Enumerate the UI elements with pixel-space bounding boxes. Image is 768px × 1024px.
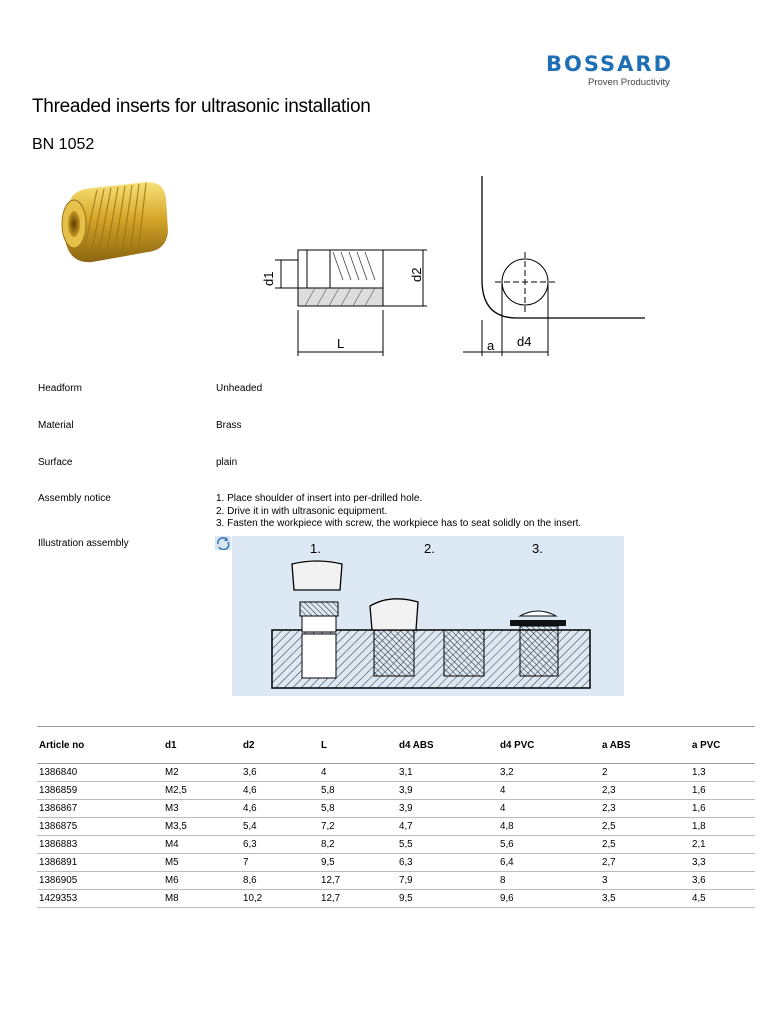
property-label: Material	[38, 420, 74, 431]
header-d4-abs: d4 ABS	[397, 727, 498, 764]
property-value: plain	[216, 457, 238, 468]
label-a: a	[487, 338, 495, 353]
table-cell: 4,7	[397, 818, 498, 836]
table-cell: 8	[498, 872, 600, 890]
brand-logo	[546, 52, 686, 88]
table-cell: 4,5	[690, 890, 755, 908]
step-label-1: 1.	[310, 541, 321, 556]
table-cell: 7,9	[397, 872, 498, 890]
assembly-step-1: 1. Place shoulder of insert into per-drilled hole.	[216, 493, 423, 504]
table-cell: M4	[163, 836, 241, 854]
table-cell: 3,2	[498, 764, 600, 782]
table-cell: 5,4	[241, 818, 319, 836]
table-cell: 12,7	[319, 872, 397, 890]
label-L: L	[337, 336, 345, 351]
table-cell: M3,5	[163, 818, 241, 836]
table-cell: 3	[600, 872, 690, 890]
page-title: Threaded inserts for ultrasonic installation	[32, 96, 371, 117]
table-cell: 5,8	[319, 800, 397, 818]
property-value: Unheaded	[216, 383, 263, 394]
header-a-abs: a ABS	[600, 727, 690, 764]
table-cell: 1386840	[37, 764, 163, 782]
dimension-drawing	[255, 170, 655, 365]
table-cell: M6	[163, 872, 241, 890]
assembly-step-2: 2. Drive it in with ultrasonic equipment.	[216, 505, 388, 517]
table-cell: 6,4	[498, 854, 600, 872]
table-cell: 3,6	[690, 872, 755, 890]
property-label: Headform	[38, 383, 82, 394]
property-label: Surface	[38, 457, 73, 468]
table-row	[37, 782, 755, 800]
brand-name: BOSSARD	[546, 52, 674, 76]
table-cell: 1386867	[37, 800, 163, 818]
step-label-2: 2.	[424, 541, 435, 556]
table-cell: 4,6	[241, 782, 319, 800]
table-cell: 4	[498, 782, 600, 800]
header-d4-pvc: d4 PVC	[498, 727, 600, 764]
product-photo	[52, 172, 172, 272]
specification-table	[37, 726, 755, 908]
table-header-row	[37, 727, 755, 764]
header-L: L	[319, 727, 397, 764]
property-value: Brass	[216, 420, 242, 431]
table-cell: 1,6	[690, 800, 755, 818]
table-cell: 1,8	[690, 818, 755, 836]
property-label: Illustration assembly	[38, 538, 129, 549]
table-cell: 8,6	[241, 872, 319, 890]
table-cell: M3	[163, 800, 241, 818]
table-cell: 5,6	[498, 836, 600, 854]
table-cell: 2,1	[690, 836, 755, 854]
table-row	[37, 764, 755, 782]
table-cell: 6,3	[241, 836, 319, 854]
table-row	[37, 872, 755, 890]
step-label-3: 3.	[532, 541, 543, 556]
table-row	[37, 800, 755, 818]
label-d2: d2	[409, 267, 424, 282]
rotate-icon[interactable]	[215, 536, 231, 550]
label-d1: d1	[261, 271, 276, 286]
table-cell: 4	[319, 764, 397, 782]
table-cell: M5	[163, 854, 241, 872]
table-cell: 9,6	[498, 890, 600, 908]
assembly-illustration	[232, 536, 624, 696]
table-cell: 1386859	[37, 782, 163, 800]
table-cell: 1386891	[37, 854, 163, 872]
assembly-notice-text	[216, 493, 581, 531]
table-cell: 2,5	[600, 818, 690, 836]
table-cell: 2,7	[600, 854, 690, 872]
table-cell: 3,9	[397, 782, 498, 800]
table-row	[37, 836, 755, 854]
table-cell: 8,2	[319, 836, 397, 854]
table-cell: M8	[163, 890, 241, 908]
header-a-pvc: a PVC	[690, 727, 755, 764]
table-cell: 9,5	[397, 890, 498, 908]
table-cell: 4,8	[498, 818, 600, 836]
table-cell: 5,5	[397, 836, 498, 854]
table-cell: 7,2	[319, 818, 397, 836]
table-cell: 12,7	[319, 890, 397, 908]
table-cell: 1386875	[37, 818, 163, 836]
table-cell: 7	[241, 854, 319, 872]
header-d2: d2	[241, 727, 319, 764]
table-cell: M2	[163, 764, 241, 782]
label-d4: d4	[517, 334, 532, 349]
table-cell: 1386905	[37, 872, 163, 890]
table-cell: 4,6	[241, 800, 319, 818]
header-d1: d1	[163, 727, 241, 764]
table-cell: 3,6	[241, 764, 319, 782]
table-cell: 3,3	[690, 854, 755, 872]
table-cell: 2,3	[600, 800, 690, 818]
table-cell: 1429353	[37, 890, 163, 908]
table-cell: 10,2	[241, 890, 319, 908]
property-label: Assembly notice	[38, 493, 111, 504]
table-row	[37, 818, 755, 836]
table-row	[37, 854, 755, 872]
table-cell: 1386883	[37, 836, 163, 854]
table-cell: 3,9	[397, 800, 498, 818]
table-cell: 2	[600, 764, 690, 782]
product-code: BN 1052	[32, 136, 95, 153]
assembly-step-3: 3. Fasten the workpiece with screw, the workpiece has to seat solidly on the insert.	[216, 518, 582, 529]
table-cell: 1,6	[690, 782, 755, 800]
header-article-no: Article no	[37, 727, 163, 764]
table-cell: 9,5	[319, 854, 397, 872]
table-row	[37, 890, 755, 908]
table-body	[37, 764, 755, 908]
table-cell: 4	[498, 800, 600, 818]
table-cell: 2,3	[600, 782, 690, 800]
table-cell: 1,3	[690, 764, 755, 782]
table-cell: 5,8	[319, 782, 397, 800]
table-cell: 3,5	[600, 890, 690, 908]
brand-tagline: Proven Productivity	[588, 77, 670, 88]
table-cell: 2,5	[600, 836, 690, 854]
table-cell: 3,1	[397, 764, 498, 782]
table-cell: M2,5	[163, 782, 241, 800]
table-cell: 6,3	[397, 854, 498, 872]
